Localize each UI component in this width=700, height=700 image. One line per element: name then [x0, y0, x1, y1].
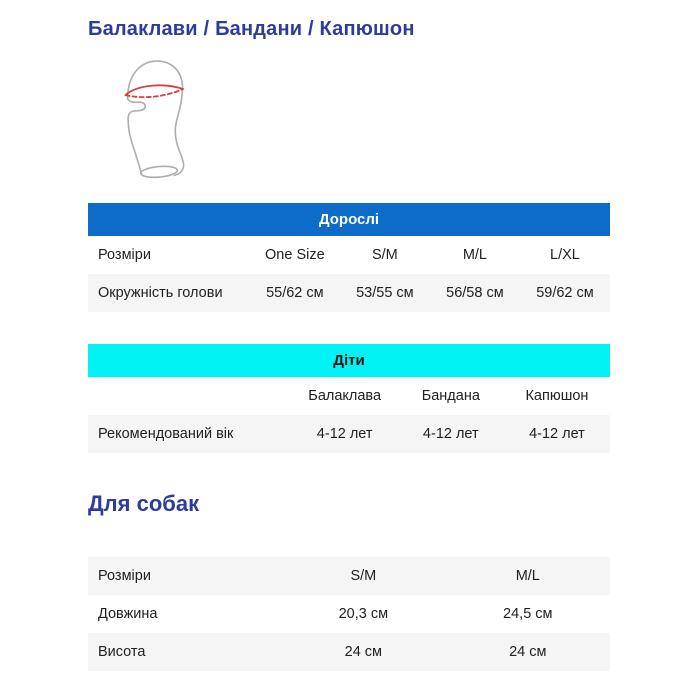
table-row	[88, 236, 610, 274]
dogs-size-table	[88, 557, 610, 671]
dogs-section-heading: Для собак	[88, 491, 200, 516]
table-row	[88, 415, 610, 453]
row-label-cell: Висота	[98, 644, 146, 660]
value-cell: 4-12 лет	[529, 426, 585, 442]
value-cell: 24 см	[509, 644, 547, 660]
value-cell: M/L	[515, 568, 540, 584]
value-cell: S/M	[350, 568, 377, 584]
balaclava-illustration	[102, 57, 204, 184]
row-label-cell: Довжина	[98, 606, 158, 622]
value-cell: 56/58 см	[446, 285, 504, 301]
children-size-table	[88, 377, 610, 453]
balaclava-bottom-opening	[140, 165, 177, 179]
page-title: Балаклави / Бандани / Капюшон	[88, 18, 415, 40]
table-row	[88, 595, 610, 633]
row-label-cell: Окружність голови	[98, 285, 223, 301]
value-cell: 59/62 см	[536, 285, 594, 301]
table-row	[88, 557, 610, 595]
value-cell: Капюшон	[525, 388, 589, 404]
value-cell: Балаклава	[308, 388, 382, 404]
adults-size-section	[88, 203, 610, 312]
row-label-cell: Розміри	[98, 247, 151, 263]
row-label-cell	[88, 377, 292, 415]
value-cell: 4-12 лет	[316, 426, 373, 442]
value-cell: 53/55 см	[356, 285, 414, 301]
value-cell: 24,5 см	[503, 606, 553, 622]
table-row	[88, 377, 610, 415]
value-cell: 55/62 см	[266, 285, 324, 301]
row-label-cell: Рекомендований вік	[98, 426, 234, 442]
balaclava-face-opening	[128, 99, 146, 175]
children-table-header: Діти	[88, 344, 610, 377]
dogs-size-section	[88, 557, 610, 671]
value-cell: 4-12 лет	[422, 426, 479, 442]
balaclava-line-drawing	[102, 57, 204, 184]
value-cell: One Size	[265, 247, 325, 263]
row-label-cell: Розміри	[98, 568, 151, 584]
value-cell: 20,3 см	[338, 606, 389, 622]
adults-table-header: Дорослі	[88, 203, 610, 236]
table-row	[88, 633, 610, 671]
value-cell: M/L	[462, 247, 487, 263]
adults-size-table	[88, 236, 610, 312]
value-cell: 24 см	[344, 644, 383, 660]
value-cell: S/M	[371, 247, 398, 263]
value-cell: Бандана	[421, 388, 480, 404]
children-size-section	[88, 344, 610, 453]
head-circumference-line-solid	[126, 85, 183, 95]
table-row	[88, 274, 610, 312]
value-cell: L/XL	[550, 247, 580, 263]
